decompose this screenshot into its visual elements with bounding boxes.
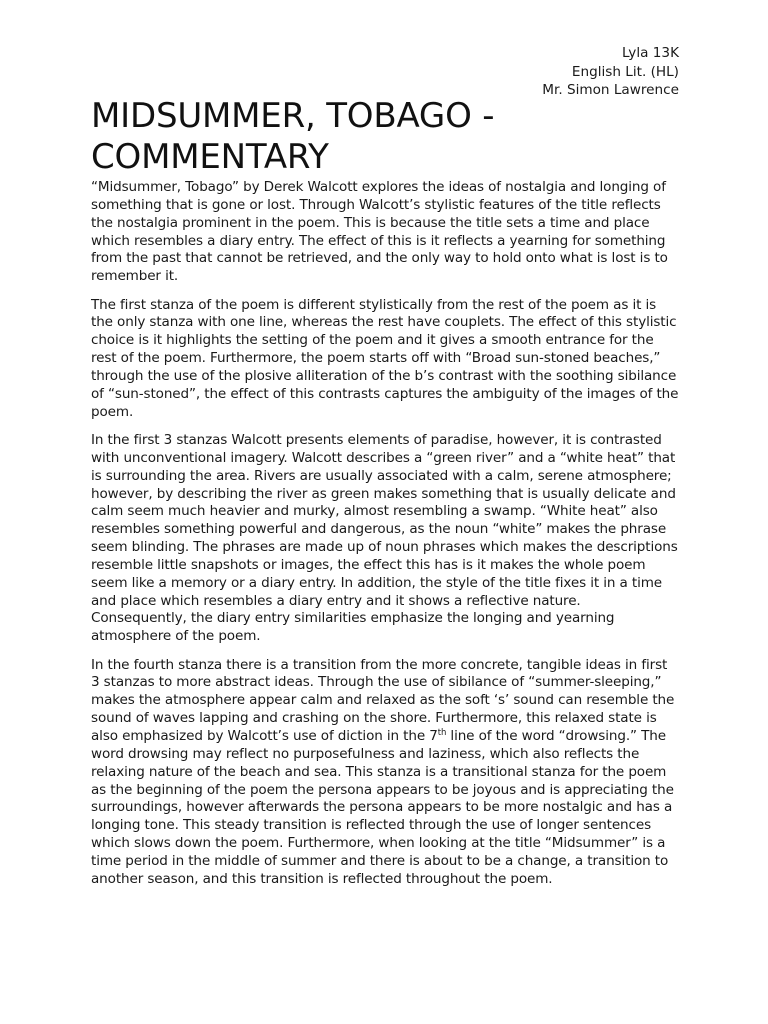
document-title bbox=[91, 96, 494, 178]
teacher-name: Mr. Simon Lawrence bbox=[542, 82, 679, 98]
student-name: Lyla 13K bbox=[621, 45, 679, 61]
ordinal-suffix: th bbox=[437, 727, 447, 738]
header-block bbox=[542, 44, 679, 100]
paragraph-4 bbox=[91, 657, 679, 889]
paragraph-2: The first stanza of the poem is different stylistically from the rest of the poem as it is the only stanza with one line, whereas the rest have couplets. The effect of this stylistic choice is it highlights the setting of the poem and it gives a smooth entrance for the rest of the poem. Furthermore, the poem starts off with “Broad sun-stoned beaches,” through the use of the plosive alliteration of the b’s contrast with the soothing sibilance of “sun-stoned”, the effect of this contrasts captures the ambiguity of the images of the poem. bbox=[91, 296, 679, 420]
paragraph-4-part-2: line of the word “drowsing.” The word drowsing may reflect no purposefulness and laziness, which also reflects the relaxing nature of the beach and sea. This stanza is a transitional stanza for the poem as the beginning of the poem the persona appears to be joyous and is appreciating the surroundings, however afterwards the persona appears to be more nostalgic and has a longing tone. This steady transition is reflected through the use of longer sentences which slows down the poem. Furthermore, when looking at the title “Midsummer” is a time period in the middle of summer and there is about to be a change, a transition to another season, and this transition is reflected throughout the poem. bbox=[91, 727, 674, 887]
paragraph-3: In the first 3 stanzas Walcott presents elements of paradise, however, it is contrasted with unconventional imagery. Walcott describes a “green river” and a “white heat” that is surrounding the area. Rivers are usually associated with a calm, serene atmosphere; however, by describing the river as green makes something that is usually delicate and calm seem much heavier and murky, almost resembling a swamp. “White heat” also resembles something powerful and dangerous, as the noun “white” makes the phrase seem blinding. The phrases are made up of noun phrases which makes the descriptions resemble little snapshots or images, the effect this has is it makes the whole poem seem like a memory or a diary entry. In addition, the style of the title fixes it in a time and place which resembles a diary entry and it shows a reflective nature. Consequently, the diary entry similarities emphasize the longing and yearning atmosphere of the poem. bbox=[91, 431, 678, 645]
paragraph-4-part-1: In the fourth stanza there is a transition from the more concrete, tangible ideas in first 3 stanzas to more abstract ideas. Through the use of sibilance of “summer-sleeping,” makes the atmosphere appear calm and relaxed as the soft ‘s’ sound can resemble the sound of waves lapping and crashing on the shore. Furthermore, this relaxed state is also emphasized by Walcott’s use of diction in the 7 bbox=[91, 656, 675, 744]
title-line-2: COMMENTARY bbox=[91, 137, 329, 177]
document-body bbox=[91, 179, 679, 899]
title-line-1: MIDSUMMER, TOBAGO - bbox=[91, 96, 495, 136]
paragraph-1: “Midsummer, Tobago” by Derek Walcott explores the ideas of nostalgia and longing of something that is gone or lost. Through Walcott’s stylistic features of the title reflects the nostalgia prominent in the poem. This is because the title sets a time and place which resembles a diary entry. The effect of this is it reflects a yearning for something from the past that cannot be retrieved, and the only way to hold onto what is lost is to remember it. bbox=[91, 179, 668, 285]
course-name: English Lit. (HL) bbox=[571, 63, 679, 80]
